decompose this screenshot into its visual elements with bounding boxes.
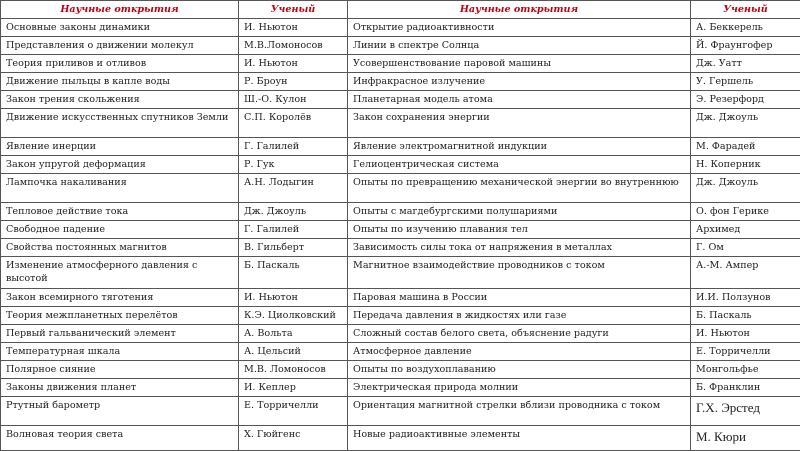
discovery-cell: Первый гальванический элемент [1, 325, 239, 343]
table-row [1, 221, 800, 239]
discovery-cell: Опыты по изучению плавания тел [348, 221, 691, 239]
discovery-cell: Тепловое действие тока [1, 203, 239, 221]
discovery-cell: Передача давления в жидкостях или газе [348, 307, 691, 325]
discovery-cell: Теория приливов и отливов [1, 55, 239, 73]
scientist-cell: Дж. Уатт [691, 55, 800, 73]
scientist-cell: Дж. Джоуль [691, 174, 800, 203]
discovery-cell: Сложный состав белого света, объяснение радуги [348, 325, 691, 343]
discovery-cell: Представления о движении молекул [1, 37, 239, 55]
scientist-cell: Е. Торричелли [239, 397, 348, 426]
discovery-cell: Линии в спектре Солнца [348, 37, 691, 55]
table-row [1, 379, 800, 397]
discovery-cell: Ориентация магнитной стрелки вблизи проводника с током [348, 397, 691, 426]
table-row [1, 289, 800, 307]
discovery-cell: Магнитное взаимодействие проводников с током [348, 257, 691, 289]
scientist-cell: Б. Франклин [691, 379, 800, 397]
discovery-cell: Волновая теория света [1, 426, 239, 451]
discovery-cell: Закон упругой деформация [1, 156, 239, 174]
header-discoveries-2: Научные открытия [348, 1, 691, 19]
scientist-cell: Ш.-О. Кулон [239, 91, 348, 109]
scientist-cell: Р. Гук [239, 156, 348, 174]
table-row [1, 343, 800, 361]
discovery-cell: Теория межпланетных перелётов [1, 307, 239, 325]
discovery-cell: Опыты с магдебургскими полушариями [348, 203, 691, 221]
scientist-cell: М.В. Ломоносов [239, 361, 348, 379]
discovery-cell: Явление электромагнитной индукции [348, 138, 691, 156]
table-row [1, 138, 800, 156]
discovery-cell: Зависимость силы тока от напряжения в металлах [348, 239, 691, 257]
discovery-cell: Открытие радиоактивности [348, 19, 691, 37]
scientist-cell: Архимед [691, 221, 800, 239]
scientist-cell: Н. Коперник [691, 156, 800, 174]
discovery-cell: Движение искусственных спутников Земли [1, 109, 239, 138]
discovery-cell: Основные законы динамики [1, 19, 239, 37]
discovery-cell: Ртутный барометр [1, 397, 239, 426]
discovery-cell: Электрическая природа молнии [348, 379, 691, 397]
scientist-cell: И. Ньютон [239, 19, 348, 37]
scientist-cell: Г. Галилей [239, 138, 348, 156]
scientist-cell: И. Кеплер [239, 379, 348, 397]
discovery-cell: Новые радиоактивные элементы [348, 426, 691, 451]
scientist-cell: Монгольфье [691, 361, 800, 379]
discovery-cell: Закон всемирного тяготения [1, 289, 239, 307]
scientist-cell: М. Фарадей [691, 138, 800, 156]
scientist-cell: И.И. Ползунов [691, 289, 800, 307]
discovery-cell: Температурная шкала [1, 343, 239, 361]
table-row [1, 203, 800, 221]
scientist-cell: И. Ньютон [239, 55, 348, 73]
scientist-cell: И. Ньютон [691, 325, 800, 343]
scientist-cell: Е. Торричелли [691, 343, 800, 361]
discovery-cell: Планетарная модель атома [348, 91, 691, 109]
scientist-cell: А.Н. Лодыгин [239, 174, 348, 203]
header-scientist-1: Ученый [239, 1, 348, 19]
scientist-cell: О. фон Герике [691, 203, 800, 221]
scientist-cell: М. Кюри [691, 426, 800, 451]
table-row [1, 239, 800, 257]
discovery-cell: Гелиоцентрическая система [348, 156, 691, 174]
scientist-cell: Дж. Джоуль [691, 109, 800, 138]
discovery-cell: Паровая машина в России [348, 289, 691, 307]
table-row [1, 37, 800, 55]
table-row [1, 55, 800, 73]
scientist-cell: Й. Фраунгофер [691, 37, 800, 55]
discovery-cell: Инфракрасное излучение [348, 73, 691, 91]
scientist-cell: У. Гершель [691, 73, 800, 91]
discovery-cell: Свойства постоянных магнитов [1, 239, 239, 257]
discovery-cell: Закон сохранения энергии [348, 109, 691, 138]
scientist-cell: Дж. Джоуль [239, 203, 348, 221]
table-row [1, 426, 800, 451]
scientist-cell: А. Вольта [239, 325, 348, 343]
discovery-cell: Усовершенствование паровой машины [348, 55, 691, 73]
scientist-cell: К.Э. Циолковский [239, 307, 348, 325]
discovery-cell: Опыты по превращению механической энергии во внутреннюю [348, 174, 691, 203]
discovery-cell: Свободное падение [1, 221, 239, 239]
scientist-cell: Б. Паскаль [239, 257, 348, 289]
header-discoveries-1: Научные открытия [1, 1, 239, 19]
scientist-cell: В. Гильберт [239, 239, 348, 257]
table-row [1, 361, 800, 379]
table-row [1, 73, 800, 91]
table-row [1, 91, 800, 109]
header-row [1, 1, 800, 19]
discovery-cell: Движение пыльцы в капле воды [1, 73, 239, 91]
scientist-cell: И. Ньютон [239, 289, 348, 307]
scientist-cell: Р. Броун [239, 73, 348, 91]
discovery-cell: Полярное сияние [1, 361, 239, 379]
discovery-cell: Опыты по воздухоплаванию [348, 361, 691, 379]
table-row [1, 325, 800, 343]
scientist-cell: А. Цельсий [239, 343, 348, 361]
discovery-cell: Лампочка накаливания [1, 174, 239, 203]
scientist-cell: Г. Галилей [239, 221, 348, 239]
scientist-cell: А.-М. Ампер [691, 257, 800, 289]
table-row [1, 19, 800, 37]
header-scientist-2: Ученый [691, 1, 800, 19]
table-row [1, 156, 800, 174]
table-row [1, 397, 800, 426]
discovery-cell: Изменение атмосферного давления с высотой [1, 257, 239, 289]
table-row [1, 109, 800, 138]
scientist-cell: А. Беккерель [691, 19, 800, 37]
scientist-cell: Х. Гюйгенс [239, 426, 348, 451]
scientist-cell: С.П. Королёв [239, 109, 348, 138]
scientist-cell: Э. Резерфорд [691, 91, 800, 109]
table-row [1, 257, 800, 289]
discovery-cell: Законы движения планет [1, 379, 239, 397]
scientist-cell: Г. Ом [691, 239, 800, 257]
scientist-cell: Б. Паскаль [691, 307, 800, 325]
scientist-cell: Г.Х. Эрстед [691, 397, 800, 426]
table-row [1, 174, 800, 203]
discovery-cell: Явление инерции [1, 138, 239, 156]
scientist-cell: М.В.Ломоносов [239, 37, 348, 55]
table-row [1, 307, 800, 325]
discovery-cell: Закон трения скольжения [1, 91, 239, 109]
discovery-cell: Атмосферное давление [348, 343, 691, 361]
